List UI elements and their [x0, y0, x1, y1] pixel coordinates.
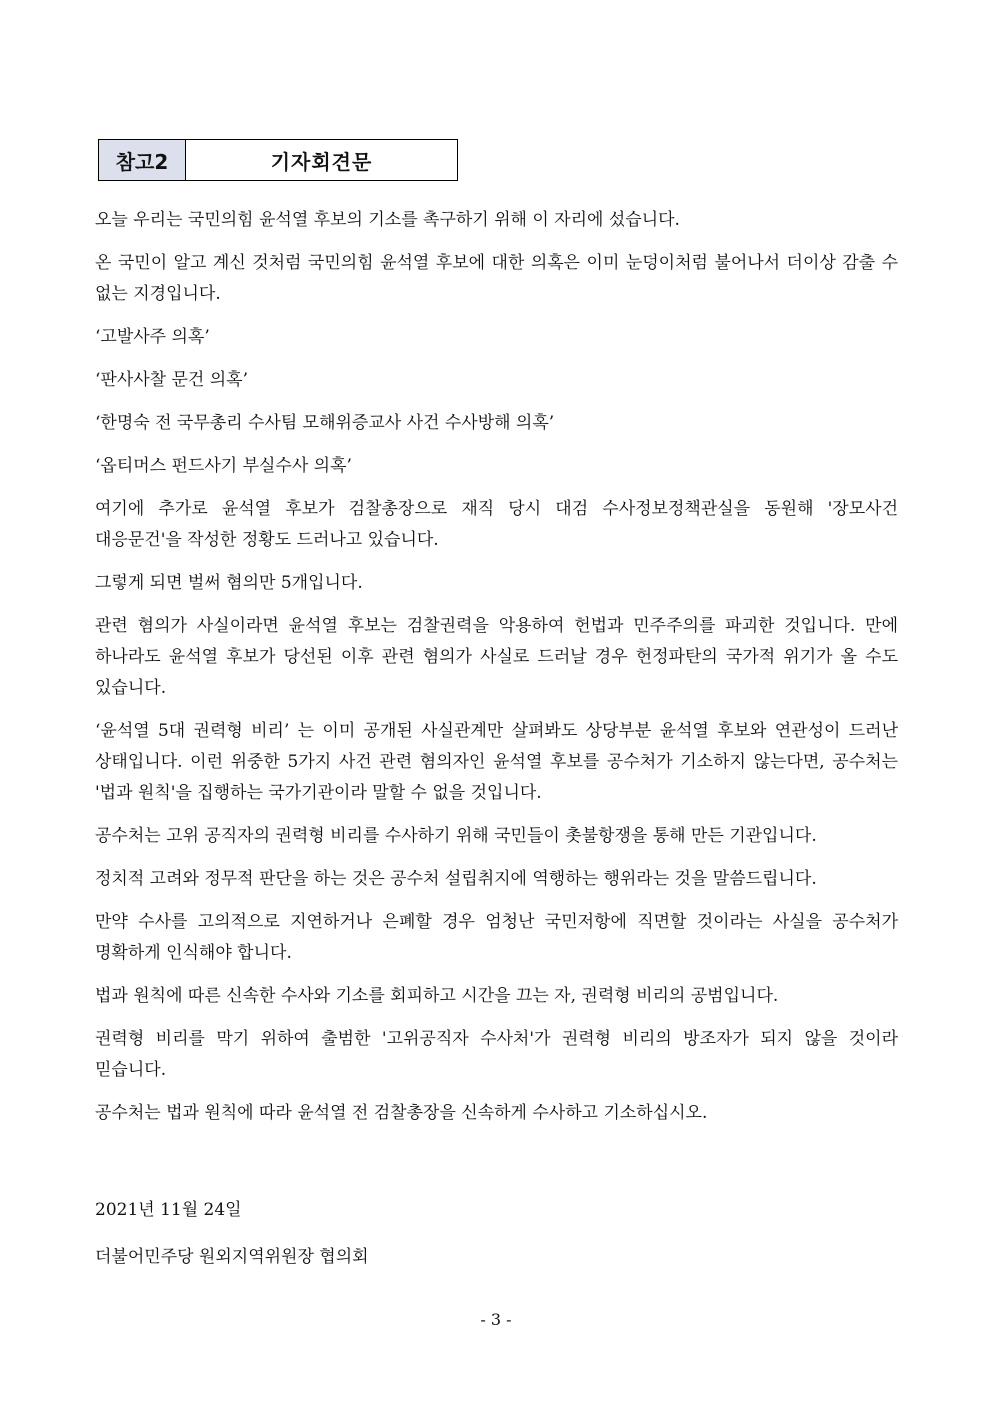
paragraph: 정치적 고려와 정무적 판단을 하는 것은 공수처 설립취지에 역행하는 행위라는 것을 말씀드립니다.: [95, 869, 817, 889]
page-number: - 3 -: [480, 1310, 512, 1329]
press-statement-body: [95, 205, 898, 1141]
signatory-organization: 더불어민주당 원외지역위원장 협의회: [95, 1247, 369, 1267]
paragraph: 공수처는 법과 원칙에 따라 윤석열 전 검찰총장을 신속하게 수사하고 기소하십시오.: [95, 1103, 708, 1123]
paragraph: 온 국민이 알고 계신 것처럼 국민의힘 윤석열 후보에 대한 의혹은 이미 눈덩이처럼 불어나서 더이상 감출 수 없는 지경입니다.: [95, 253, 898, 304]
allegation-item: ‘한명숙 전 국무총리 수사팀 모해위증교사 사건 수사방해 의혹’: [95, 413, 555, 433]
paragraph: 관련 혐의가 사실이라면 윤석열 후보는 검찰권력을 악용하여 헌법과 민주주의를 파괴한 것입니다. 만에 하나라도 윤석열 후보가 당선된 이후 관련 혐의가 사실로 드러날 경우 헌정파탄의 국가적 위기가 올 수도 있습니다.: [95, 616, 898, 698]
reference-header-box: [98, 139, 458, 181]
paragraph: ‘윤석열 5대 권력형 비리’ 는 이미 공개된 사실관계만 살펴봐도 상당부분 윤석열 후보와 연관성이 드러난 상태입니다. 이런 위중한 5가지 사건 관련 혐의자인 윤석열 후보를 공수처가 기소하지 않는다면, 공수처는 '법과 원칙'을 집행하는 국가기관이라 말할 수 없을 것입니다.: [95, 721, 898, 803]
document-title: 기자회견문: [270, 149, 373, 174]
paragraph: 법과 원칙에 따른 신속한 수사와 기소를 회피하고 시간을 끄는 자, 권력형 비리의 공범입니다.: [95, 986, 779, 1006]
allegation-item: ‘옵티머스 펀드사기 부실수사 의혹’: [95, 456, 352, 476]
statement-date: 2021년 11월 24일: [95, 1200, 242, 1220]
closing-block: [95, 1195, 898, 1289]
paragraph: 여기에 추가로 윤석열 후보가 검찰총장으로 재직 당시 대검 수사정보정책관실을 동원해 '장모사건 대응문건'을 작성한 정황도 드러나고 있습니다.: [95, 499, 898, 550]
paragraph: 만약 수사를 고의적으로 지연하거나 은폐할 경우 엄청난 국민저항에 직면할 것이라는 사실을 공수처가 명확하게 인식해야 합니다.: [95, 912, 898, 963]
paragraph: 오늘 우리는 국민의힘 윤석열 후보의 기소를 촉구하기 위해 이 자리에 섰습니다.: [95, 210, 680, 230]
allegation-item: ‘고발사주 의혹’: [95, 327, 210, 347]
paragraph: 공수처는 고위 공직자의 권력형 비리를 수사하기 위해 국민들이 촛불항쟁을 통해 만든 기관입니다.: [95, 826, 817, 846]
allegation-item: ‘판사사찰 문건 의혹’: [95, 370, 248, 390]
reference-tag: 참고2: [99, 140, 186, 180]
paragraph: 권력형 비리를 막기 위하여 출범한 '고위공직자 수사처'가 권력형 비리의 방조자가 되지 않을 것이라 믿습니다.: [95, 1029, 898, 1080]
paragraph: 그렇게 되면 벌써 혐의만 5개입니다.: [95, 573, 363, 593]
